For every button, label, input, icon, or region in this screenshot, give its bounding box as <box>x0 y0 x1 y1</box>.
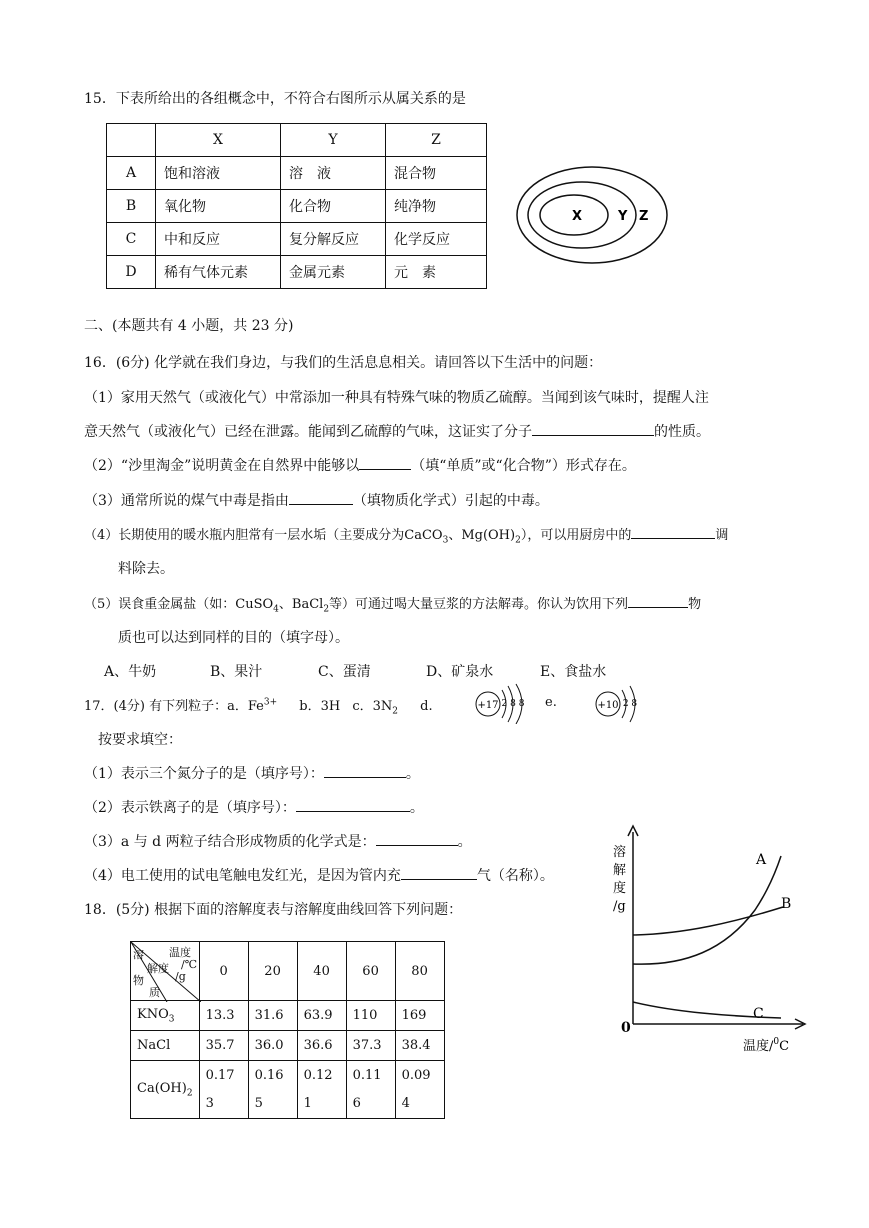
label-x: X <box>572 209 583 224</box>
q17-instr: 按要求填空： <box>98 732 182 748</box>
curve-c-label: C <box>753 1006 764 1022</box>
table-row <box>107 124 487 157</box>
q16-p5: （5）误食重金属盐（如：CuSO$_4$、BaCl$_2$等）可通过喝大量豆浆的方法解毒。你认为饮用下列 物 <box>84 593 701 615</box>
curve-b-label: B <box>781 896 792 912</box>
answer-blank[interactable] <box>401 865 477 880</box>
x-axis-label: 温度/$^0$C <box>743 1037 790 1054</box>
option-a: A、牛奶 <box>104 664 157 680</box>
table-row: D 稀有气体元素 金属元素 元 素 <box>107 256 487 289</box>
svg-text:2 8: 2 8 <box>622 699 638 709</box>
solubility-table <box>130 941 445 1119</box>
q16-p3: （3）通常所说的煤气中毒是指由 （填物质化学式）引起的中毒。 <box>84 490 549 510</box>
col-x: X <box>156 124 281 157</box>
option-c: C、蛋清 <box>318 664 371 680</box>
set-inclusion-diagram <box>512 160 672 270</box>
q16-p5b: 质也可以达到同样的目的（填字母）。 <box>118 630 349 646</box>
table-row: A 饱和溶液 溶 液 混合物 <box>107 157 487 190</box>
col-y: Y <box>281 124 386 157</box>
answer-blank[interactable] <box>289 490 353 505</box>
col-z: Z <box>386 124 487 157</box>
table-row: $Ca(OH)_2$ 0.17 3 0.16 5 0.12 1 0.11 6 0.09 4 <box>131 1061 445 1119</box>
q15-table <box>106 123 487 289</box>
svg-text:+17: +17 <box>477 700 499 711</box>
origin-label: 0 <box>621 1020 631 1036</box>
table-row: NaCl 35.7 36.0 36.6 37.3 38.4 <box>131 1031 445 1061</box>
table-row: 温度 /℃ 溶 解度 /g 物 质 0 20 40 60 80 <box>131 942 445 1001</box>
q16-p1a: （1）家用天然气（或液化气）中常添加一种具有特殊气味的物质乙硫醇。当闻到该气味时，提醒人注 <box>84 390 709 406</box>
atom-structure-d <box>472 682 534 724</box>
svg-text:度: 度 <box>613 881 627 896</box>
answer-blank[interactable] <box>628 593 688 608</box>
solubility-curve <box>605 822 815 1062</box>
q18-stem: 18．(5分) 根据下面的溶解度表与溶解度曲线回答下列问题： <box>84 902 463 918</box>
q16-stem: 16．(6分) 化学就在我们身边，与我们的生活息息相关。请回答以下生活中的问题： <box>84 355 603 371</box>
svg-text:2 8 8: 2 8 8 <box>501 699 525 709</box>
svg-text:/g: /g <box>613 899 626 914</box>
q16-p2: （2）“沙里淘金”说明黄金在自然界中能够以 （填“单质”或“化合物”）形式存在。 <box>84 455 636 475</box>
option-e: E、食盐水 <box>540 664 607 680</box>
curve-a <box>633 856 781 964</box>
q17-p2: （2）表示铁离子的是（填序号）： 。 <box>84 797 424 817</box>
q16-p1b: 意天然气（或液化气）已经在泄露。能闻到乙硫醇的气味，这证实了分子 的性质。 <box>84 421 710 441</box>
option-b: B、果汁 <box>210 664 263 680</box>
svg-text:溶: 溶 <box>613 845 627 860</box>
q16-p4b: 料除去。 <box>118 561 174 577</box>
table-row: C 中和反应 复分解反应 化学反应 <box>107 223 487 256</box>
atom-structure-e <box>592 682 644 724</box>
label-z: Z <box>639 209 649 224</box>
q15-stem: 15．下表所给出的各组概念中，不符合右图所示从属关系的是 <box>84 91 466 107</box>
answer-blank[interactable] <box>631 524 715 539</box>
label-y: Y <box>618 209 628 224</box>
svg-text:解: 解 <box>613 863 627 878</box>
q17-p4: （4）电工使用的试电笔触电发红光，是因为管内充 气（名称）。 <box>84 865 554 885</box>
answer-blank[interactable] <box>532 421 654 436</box>
curve-b <box>633 907 783 935</box>
answer-blank[interactable] <box>296 797 410 812</box>
curve-a-label: A <box>756 852 767 868</box>
q17-p3: （3）a 与 d 两粒子结合形成物质的化学式是： 。 <box>84 831 472 851</box>
q17-p1: （1）表示三个氮分子的是（填序号）： 。 <box>84 763 420 783</box>
q16-options <box>104 661 606 681</box>
answer-blank[interactable] <box>324 763 406 778</box>
table-row: B 氧化物 化合物 纯净物 <box>107 190 487 223</box>
q17-stem: 17．(4分) 有下列粒子：a．$Fe^{3+}$ b．3H c．$3N_2$ d. <box>84 697 433 717</box>
table-row: $KNO_3$ 13.3 31.6 63.9 110 169 <box>131 1001 445 1031</box>
answer-blank[interactable] <box>376 831 458 846</box>
q16-p4: （4）长期使用的暖水瓶内胆常有一层水垢（主要成分为CaCO$_3$、$Mg(OH)_2$），可以用厨房中的 调 <box>84 524 728 546</box>
option-d: D、矿泉水 <box>426 664 494 680</box>
answer-blank[interactable] <box>359 455 411 470</box>
section-heading: 二、(本题共有 4 小题，共 23 分) <box>84 318 294 334</box>
diagonal-header-cell: 温度 /℃ 溶 解度 /g 物 质 <box>131 942 200 1001</box>
q17-e-label: e. <box>545 695 557 710</box>
svg-text:+10: +10 <box>597 700 619 711</box>
